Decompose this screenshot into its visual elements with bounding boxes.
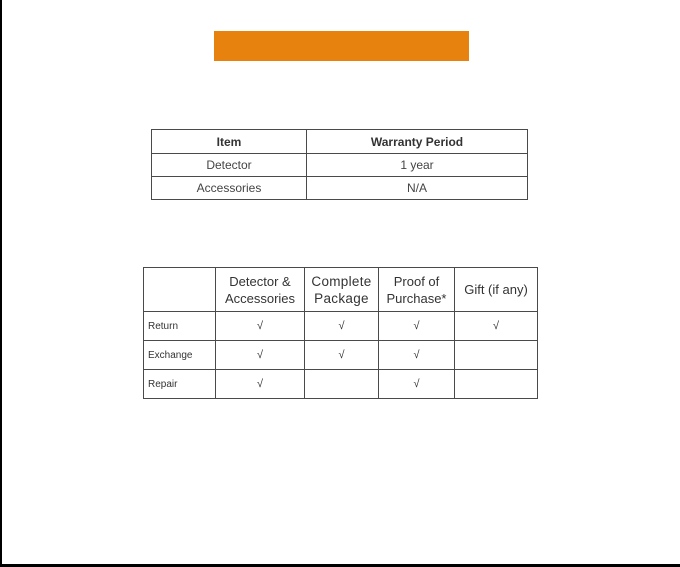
check-mark-cell: √	[305, 312, 379, 341]
service-header-proof: Proof of Purchase*	[379, 268, 455, 312]
table-row	[152, 154, 528, 177]
warranty-header-period: Warranty Period	[307, 130, 528, 154]
table-row	[144, 312, 538, 341]
service-header-detector: Detector & Accessories	[216, 268, 305, 312]
check-mark-cell: √	[216, 370, 305, 399]
check-mark-cell: √	[455, 312, 538, 341]
check-mark-cell	[455, 341, 538, 370]
check-mark-cell	[455, 370, 538, 399]
orange-title-banner	[214, 31, 469, 61]
warranty-item-cell: Accessories	[152, 177, 307, 200]
check-mark-cell: √	[216, 312, 305, 341]
table-row	[144, 370, 538, 399]
warranty-item-cell: Detector	[152, 154, 307, 177]
check-mark-cell: √	[216, 341, 305, 370]
service-header-gift: Gift (if any)	[455, 268, 538, 312]
check-mark-cell	[305, 370, 379, 399]
service-header-complete-package: Complete Package	[305, 268, 379, 312]
table-row	[144, 341, 538, 370]
check-mark-cell: √	[305, 341, 379, 370]
table-row	[152, 177, 528, 200]
warranty-period-cell: 1 year	[307, 154, 528, 177]
warranty-header-row	[152, 130, 528, 154]
service-header-row	[144, 268, 538, 312]
warranty-period-cell: N/A	[307, 177, 528, 200]
check-mark-cell: √	[379, 370, 455, 399]
frame-left-border	[0, 0, 2, 567]
check-mark-cell: √	[379, 312, 455, 341]
check-mark-cell: √	[379, 341, 455, 370]
service-header-blank	[144, 268, 216, 312]
service-row-label: Exchange	[144, 341, 216, 370]
warranty-header-item: Item	[152, 130, 307, 154]
service-table	[143, 267, 538, 399]
service-row-label: Repair	[144, 370, 216, 399]
warranty-table	[151, 129, 528, 200]
service-row-label: Return	[144, 312, 216, 341]
